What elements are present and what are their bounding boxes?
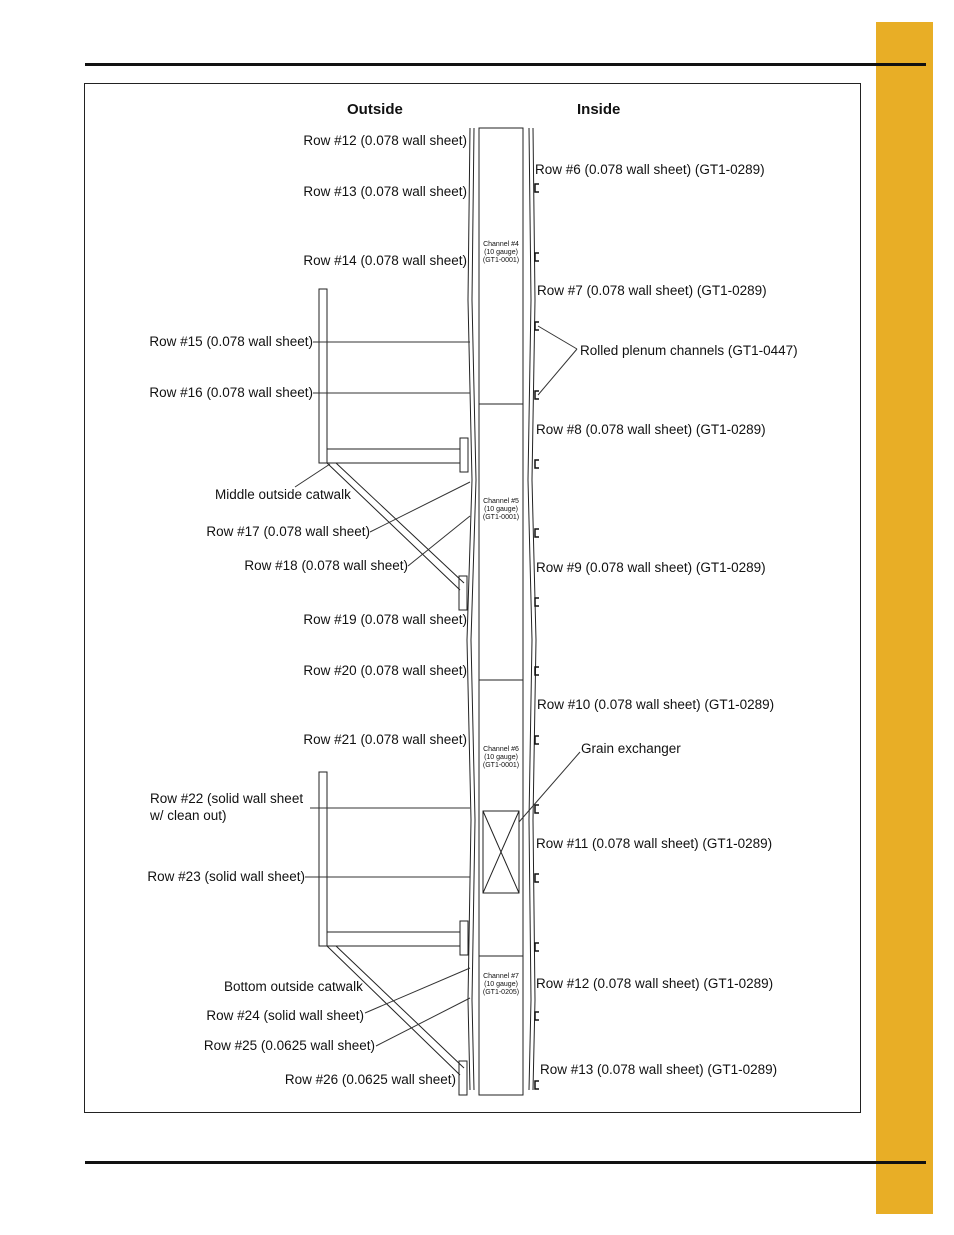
bottom-catwalk-label: Bottom outside catwalk	[224, 979, 363, 994]
inside-row-label: Row #9 (0.078 wall sheet) (GT1-0289)	[536, 560, 766, 575]
outside-row-label: Row #24 (solid wall sheet)	[206, 1008, 364, 1023]
outside-row-label: Row #18 (0.078 wall sheet)	[244, 558, 408, 573]
outside-row-label: Row #16 (0.078 wall sheet)	[149, 385, 313, 400]
channel-column	[479, 128, 523, 1095]
outside-row-label: Row #25 (0.0625 wall sheet)	[203, 1038, 375, 1053]
outside-row-label: Row #21 (0.078 wall sheet)	[303, 732, 467, 747]
channel-label: Channel #6 (10 gauge) (GT1-0001)	[482, 746, 520, 769]
outside-row-label: Row #23 (solid wall sheet)	[147, 869, 305, 884]
outside-row-label: w/ clean out)	[150, 808, 227, 823]
outside-header: Outside	[347, 101, 403, 118]
inside-row-label: Row #8 (0.078 wall sheet) (GT1-0289)	[536, 422, 766, 437]
outside-wall-line-2	[471, 128, 476, 1090]
inside-wall-line	[528, 128, 532, 1090]
channel-label: Channel #4 (10 gauge) (GT1-0001)	[482, 241, 520, 264]
outside-row-label: Row #14 (0.078 wall sheet)	[303, 253, 467, 268]
outside-row-label: Row #12 (0.078 wall sheet)	[303, 133, 467, 148]
inside-row-label: Row #7 (0.078 wall sheet) (GT1-0289)	[537, 283, 767, 298]
channel-label: Channel #5 (10 gauge) (GT1-0001)	[482, 498, 520, 521]
inside-row-label: Row #13 (0.078 wall sheet) (GT1-0289)	[540, 1062, 778, 1077]
inside-row-label: Row #10 (0.078 wall sheet) (GT1-0289)	[537, 697, 775, 712]
outside-row-label: Row #19 (0.078 wall sheet)	[303, 612, 467, 627]
inside-row-label: Row #6 (0.078 wall sheet) (GT1-0289)	[535, 162, 765, 177]
channel-label: Channel #7 (10 gauge) (GT1-0205)	[482, 973, 520, 996]
inside-row-label: Row #12 (0.078 wall sheet) (GT1-0289)	[536, 976, 774, 991]
grain-exchanger-callout: Grain exchanger	[581, 741, 681, 756]
outside-row-label: Row #13 (0.078 wall sheet)	[303, 184, 467, 199]
outside-row-label: Row #22 (solid wall sheet	[150, 791, 304, 806]
outside-row-label: Row #15 (0.078 wall sheet)	[149, 334, 313, 349]
outside-row-label: Row #20 (0.078 wall sheet)	[303, 663, 467, 678]
plenum-callout: Rolled plenum channels (GT1-0447)	[580, 343, 798, 358]
outside-row-label: Row #17 (0.078 wall sheet)	[206, 524, 370, 539]
inside-header: Inside	[577, 101, 621, 118]
middle-catwalk-label: Middle outside catwalk	[215, 487, 351, 502]
outside-row-label: Row #26 (0.0625 wall sheet)	[284, 1072, 456, 1087]
outside-leaders	[295, 342, 470, 1046]
inside-row-label: Row #11 (0.078 wall sheet) (GT1-0289)	[536, 836, 773, 851]
